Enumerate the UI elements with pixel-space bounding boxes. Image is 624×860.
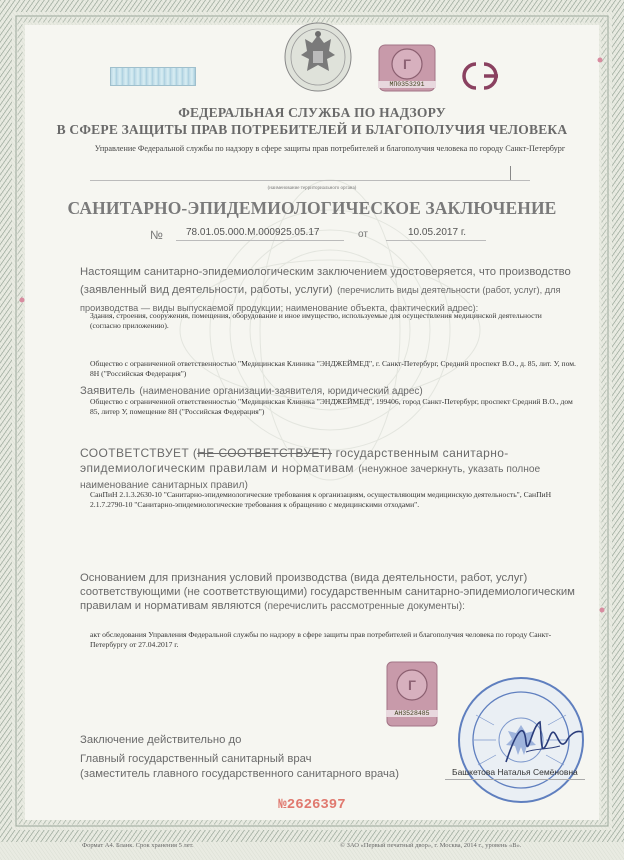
intro-hint: (перечислить виды деятельности (работ, услуг), для производства — виды выпускаемой продукции; наименование объекта, фактический адрес):: [80, 285, 561, 313]
agency-title-line2: В СФЕРЕ ЗАЩИТЫ ПРАВ ПОТРЕБИТЕЛЕЙ И БЛАГОПОЛУЧИЯ ЧЕЛОВЕКА: [56, 122, 568, 137]
number-date-row: [0, 226, 624, 244]
objects-text: Здания, строения, сооружения, помещения, оборудование и иное имущество, используемые для осуществления медицинской деятельности (согласно приложению).: [90, 311, 542, 330]
agency-title-line1: ФЕДЕРАЛЬНАЯ СЛУЖБА ПО НАДЗОРУ: [178, 105, 446, 120]
handwritten-signature: [496, 712, 586, 774]
signer-name: Башкетова Наталья Семёновна: [452, 767, 578, 777]
compliance-block: [80, 446, 580, 494]
complies-word: СООТВЕТСТВУЕТ (: [80, 446, 198, 460]
basis-documents: акт обследования Управления Федеральной службы по надзору в сфере защиты прав потребителей и благополучия человека по городу Санкт-Петербургу от 27.04.2017 г.: [90, 630, 552, 649]
hologram-strip: [110, 67, 196, 86]
hologram-serial-top: МП0353291: [378, 81, 436, 88]
sanitary-rules: СанПиН 2.1.3.2630-10 "Санитарно-эпидемиологические требования к организациям, осуществляющим медицинскую деятельность", СанПиН 2.1.7.2790-10 "Санитарно-эпидемиологические требования к обращению с медицинскими отходами".: [90, 490, 552, 509]
basis-hint: (перечислить рассмотренные документы):: [264, 601, 465, 612]
basis-text: Основанием для признания условий производства (вида деятельности, работ, услуг) соответствующими (не соответствующими) государственным санитарно-эпидемиологическим правилам и нормативам являются: [80, 572, 575, 612]
date-underline: [386, 240, 486, 241]
date-label: от: [358, 229, 368, 240]
number-label: №: [150, 228, 163, 242]
svg-text:Г: Г: [408, 677, 416, 693]
security-hologram-bottom: [386, 661, 438, 727]
intro-text: Настоящим санитарно-эпидемиологическим заключением удостоверяется, что производство (заявленный вид деятельности, работы, услуги): [80, 266, 571, 296]
form-number: №2626397: [278, 797, 346, 813]
not-complies-word: НЕ СООТВЕТСТВУЕТ): [197, 446, 332, 460]
department-underline: [90, 180, 530, 181]
department-caption: (наименование территориального органа): [267, 186, 357, 191]
compliance-hint: (ненужное зачеркнуть, указать полное наименование санитарных правил): [80, 463, 541, 491]
section-intro: [80, 262, 580, 316]
footer-right: © ЗАО «Первый печатный двор», г. Москва, 2014 г., уровень «В».: [340, 842, 522, 849]
number-underline: [176, 240, 344, 241]
department-end-mark: [510, 166, 511, 180]
document-title: САНИТАРНО-ЭПИДЕМИОЛОГИЧЕСКОЕ ЗАКЛЮЧЕНИЕ: [67, 198, 557, 218]
basis-text-block: [80, 571, 580, 614]
compliance-rest: государственным санитарно-эпидемиологическим правилам и нормативам: [80, 446, 509, 475]
validity-label: Заключение действительно до: [80, 734, 242, 746]
applicant-label: Заявитель: [80, 385, 135, 397]
regional-department: Управление Федеральной службы по надзору в сфере защиты прав потребителей и благополучия человека по городу Санкт-Петербург: [94, 144, 566, 153]
signer-title-line1: Главный государственный санитарный врач: [80, 753, 312, 765]
applicant-value: Общество с ограниченной ответственностью "Медицинская Клиника "ЭНДЖЕЙМЕД", 199406, город Санкт-Петербург, проспект Средний В.О., дом 85, литер У, помещение 8Н ("Российская Федерация"): [90, 397, 573, 416]
applicant-hint: (наименование организации-заявителя, юридический адрес): [139, 386, 423, 397]
organization-text: Общество с ограниченной ответственностью "Медицинская Клиника "ЭНДЖЕЙМЕД", г. Санкт-Петербург, Средний проспект В.О., д. 85, лит. У, пом. 8Н ("Российская Федерация"): [90, 359, 576, 378]
signer-name-underline: [445, 779, 585, 780]
document-number: 78.01.05.000.М.000925.05.17: [186, 227, 320, 238]
coat-of-arms-emblem: [283, 21, 353, 93]
hologram-serial-bottom: АН3528485: [386, 710, 438, 717]
sanitary-logo-icon: [454, 60, 508, 92]
signer-title-line2: (заместитель главного государственного санитарного врача): [80, 768, 399, 780]
svg-text:Г: Г: [403, 56, 411, 72]
footer-left: Формат А4. Бланк. Срок хранения 5 лет.: [82, 842, 194, 849]
document-date: 10.05.2017 г.: [408, 227, 467, 238]
